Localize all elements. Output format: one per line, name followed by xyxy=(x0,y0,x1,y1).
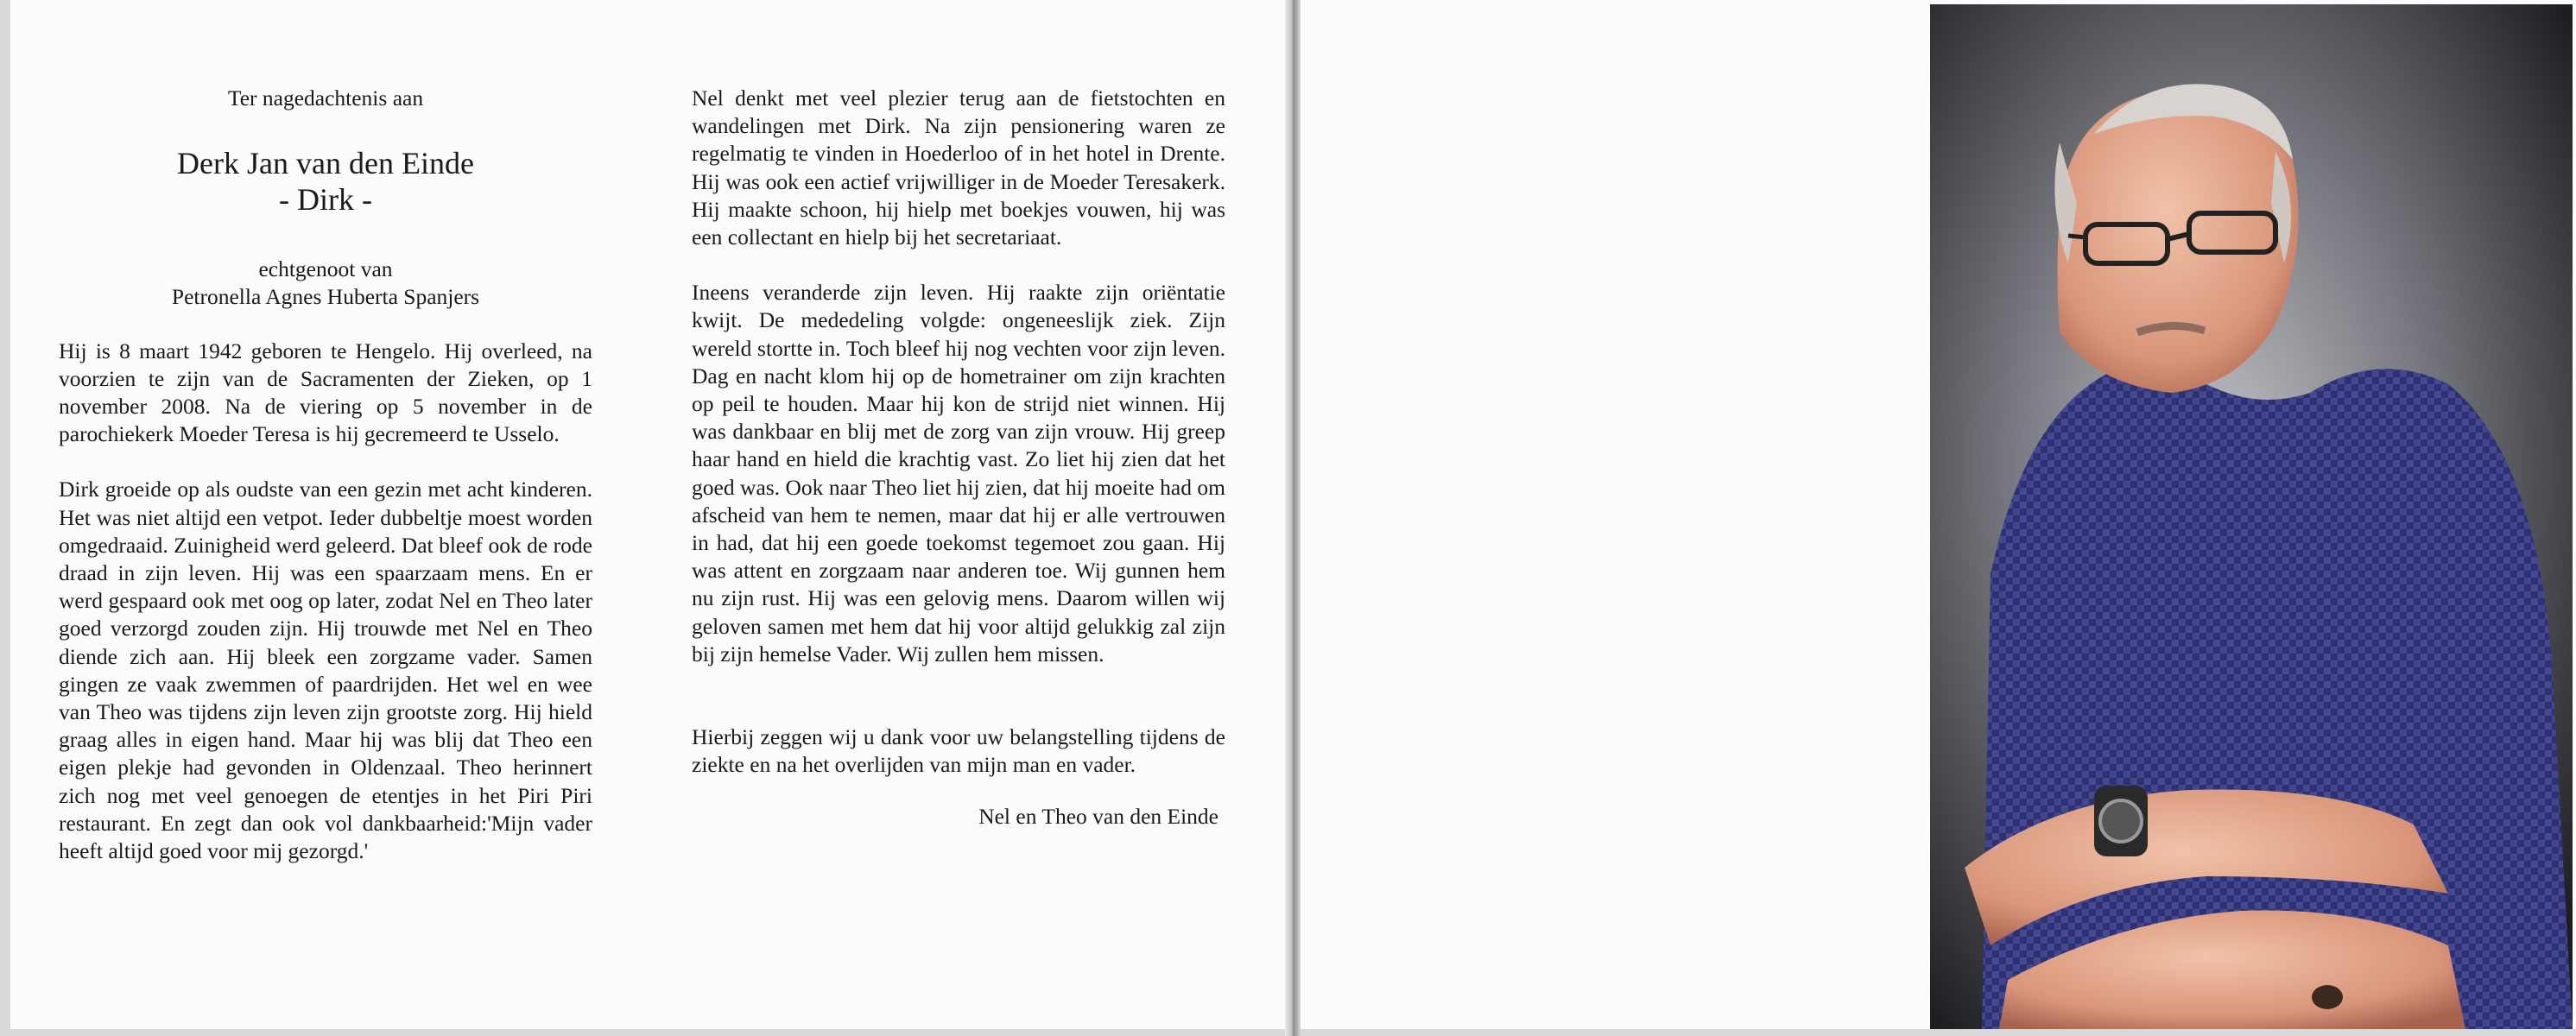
deceased-name: Derk Jan van den Einde xyxy=(177,146,474,181)
portrait-photo xyxy=(1930,4,2573,1029)
left-column xyxy=(59,85,592,893)
intro-text: Ter nagedachtenis aan xyxy=(227,85,424,111)
biography-paragraph-4: Ineens veranderde zijn leven. Hij raakte zijn oriëntatie kwijt. De mededeling volgde: ongeneeslijk ziek. Zijn wereld stortte in. Toch bleef hij nog vechten voor zijn leven. Dag en nacht klom hij op de hometrainer om zijn krachten op peil te houden. Maar hij kon de strijd niet winnen. Hij was dankbaar en blij met de zorg van zijn vrouw. Hij greep haar hand en hield die krachtig vast. Zo liet hij zien dat het goed was. Ook naar Theo liet hij zien, dat hij moeite had om afscheid van hem te nemen, maar dat hij er alle vertrouwen in had, dat hij een goede toekomst tegemoet zou gaan. Hij was attent en zorgzaam naar anderen toe. Wij gunnen hem nu zijn rust. Hij was een gelovig mens. Daarom willen wij geloven samen met hem dat hij voor altijd gelukkig zal zijn bij zijn hemelse Vader. Wij zullen hem missen. xyxy=(692,280,1225,666)
biography-paragraph-1: Hij is 8 maart 1942 geboren te Hengelo. Hij overleed, na voorzien te zijn van de Sacramenten der Zieken, op 1 november 2008. Na de viering op 5 november in de parochiekerk Moeder Teresa is hij gecremeerd te Usselo. xyxy=(59,338,592,447)
card-fold xyxy=(1285,0,1301,1036)
biography-paragraph-2: Dirk groeide op als oudste van een gezin met acht kinderen. Het was niet altijd een vetpot. Ieder dubbeltje moest worden omgedraaid. Zuinigheid werd geleerd. Dat bleef ook de rode draad in zijn leven. Hij was een spaarzaam mens. En er werd gespaard ook met oog op later, zodat Nel en Theo later goed verzorgd zouden zijn. Hij trouwde met Nel en Theo diende zich aan. Hij bleek een zorgzame vader. Samen gingen ze vaak zwemmen of paardrijden. Het wel en wee van Theo was tijdens zijn leven zijn grootste zorg. Hij hield graag alles in eigen hand. Maar hij was blij dat Theo een eigen plekje had gevonden in Oldenzaal. Theo herinnert zich nog met veel genoegen de etentjes in het Piri Piri restaurant. En zegt dan ook vol dankbaarheid:'Mijn vader heeft altijd goed voor mij gezorgd.' xyxy=(59,477,592,864)
spouse-label: echtgenoot van xyxy=(258,256,393,282)
spouse-name: Petronella Agnes Huberta Spanjers xyxy=(171,284,480,310)
portrait-illustration xyxy=(1930,4,2573,1029)
biography-paragraph-3: Nel denkt met veel plezier terug aan de fietstochten en wandelingen met Dirk. Na zijn pensionering waren ze regelmatig te vinden in Hoederloo of in het hotel in Drente. Hij was ook een actief vrijwilliger in de Moeder Teresakerk. Hij maakte schoon, hij hielp met boekjes vouwen, hij was een collectant en hielp bij het secretariaat. xyxy=(692,85,1225,250)
deceased-nickname: - Dirk - xyxy=(279,182,372,218)
middle-column xyxy=(692,85,1225,853)
signature: Nel en Theo van den Einde xyxy=(978,804,1218,830)
thanks-text: Hierbij zeggen wij u dank voor uw belangstelling tijdens de ziekte en na het overlijden van mijn man en vader. xyxy=(692,724,1225,778)
